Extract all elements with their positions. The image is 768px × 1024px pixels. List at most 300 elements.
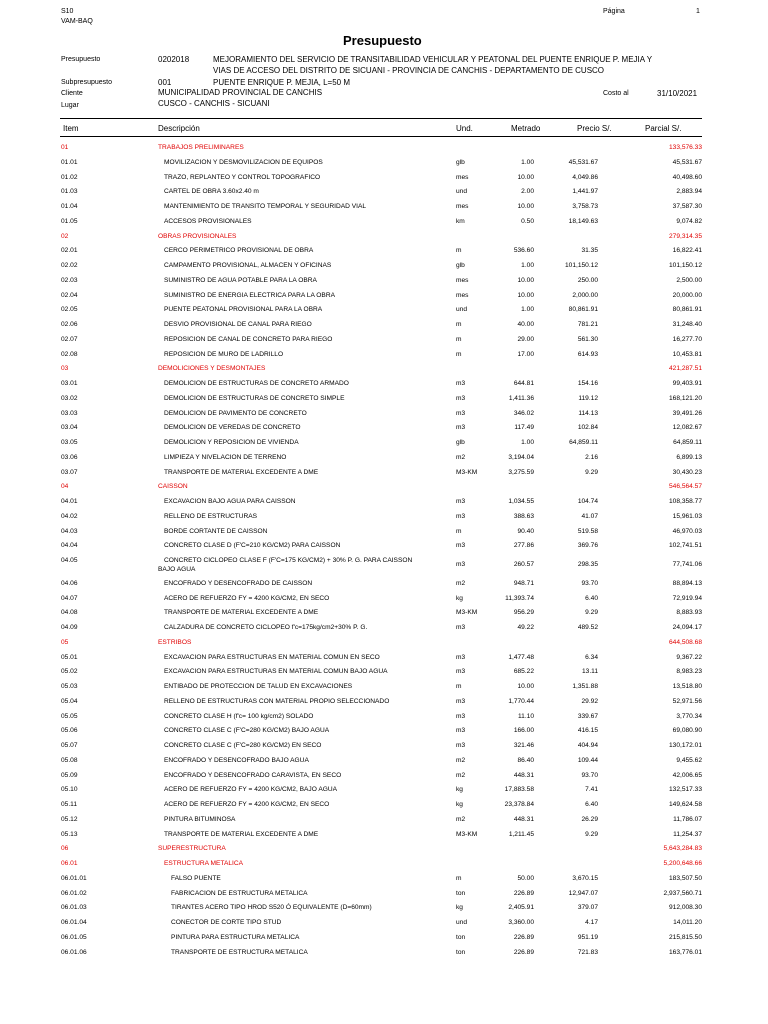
row-description: ESTRUCTURA METALICA [164,860,244,868]
row-unit: m3 [456,561,466,568]
row-parcial: 5,200,648.66 [663,860,702,868]
row-precio: 102.84 [577,424,598,432]
row-item: 04.06 [61,579,78,587]
row-metrado: 86.40 [517,756,534,764]
section-row [0,230,768,244]
row-metrado: 10.00 [517,291,534,299]
row-parcial: 9,074.82 [676,217,702,225]
row-precio: 404.94 [577,742,598,750]
row-item: 05.06 [61,727,78,735]
row-precio: 6.40 [585,594,598,602]
table-row [0,495,768,509]
cliente-value: MUNICIPALIDAD PROVINCIAL DE CANCHIS [158,88,323,97]
row-precio: 4,049.86 [572,173,598,181]
presupuesto-desc-2: VIAS DE ACCESO DEL DISTRITO DE SICUANI - PROVINCIA DE CANCHIS - DEPARTAMENTO DE CUSCO [213,66,605,75]
row-parcial: 14,011.20 [673,919,702,927]
row-metrado: 226.89 [513,933,534,941]
row-unit: glb [456,262,465,269]
table-row [0,592,768,606]
row-metrado: 1,770.44 [508,697,534,705]
row-description: CONCRETO CLASE C (F'C=280 KG/CM2) BAJO AGUA [164,727,330,735]
row-metrado: 10.00 [517,203,534,210]
row-precio: 2.16 [585,453,598,461]
row-item: 04.02 [61,512,78,520]
table-row [0,466,768,480]
row-precio: 45,531.67 [568,158,598,166]
row-precio: 26.29 [581,815,598,823]
row-precio: 489.52 [577,624,598,632]
presupuesto-code: 0202018 [158,55,190,64]
row-unit: kg [456,594,463,602]
row-parcial: 45,531.67 [672,158,702,166]
row-unit: m2 [456,579,466,587]
row-unit: kg [456,801,463,809]
row-precio: 1,351.88 [572,683,598,691]
row-description: CERCO PERIMETRICO PROVISIONAL DE OBRA [164,247,314,255]
row-precio: 951.19 [577,933,598,941]
row-unit: m [456,350,462,358]
row-parcial: 40,498.60 [672,173,702,181]
row-item: 05.10 [61,786,78,794]
lugar-value: CUSCO - CANCHIS - SICUANI [158,99,270,108]
row-parcial: 16,277.70 [672,335,702,343]
row-description: CONCRETO CLASE C (F'C=280 KG/CM2) EN SECO [164,742,322,750]
row-description: TRABAJOS PRELIMINARES [158,144,244,151]
row-item: 05.01 [61,653,78,661]
row-precio: 9.29 [585,830,598,838]
row-parcial: 421,287.51 [668,365,702,373]
row-item: 02.02 [61,262,78,269]
row-unit: m3 [456,424,466,432]
row-precio: 6.34 [585,653,598,661]
row-metrado: 49.22 [517,624,534,632]
row-metrado: 260.57 [513,561,534,568]
row-item: 02.04 [61,291,78,299]
row-metrado: 956.29 [513,609,534,617]
table-row [0,333,768,347]
row-item: 04.05 [61,557,78,564]
row-item: 03 [61,365,69,373]
row-precio: 781.21 [577,321,598,328]
table-row [0,185,768,199]
row-parcial: 133,576.33 [668,144,702,151]
row-parcial: 2,500.00 [676,276,702,284]
row-description: DEMOLICION DE VEREDAS DE CONCRETO [164,424,301,432]
row-parcial: 12,082.67 [672,424,702,432]
row-unit: m3 [456,409,466,417]
table-row [0,931,768,945]
row-metrado: 1.00 [521,262,534,269]
row-unit: kg [456,786,463,794]
row-description: DEMOLICION DE ESTRUCTURAS DE CONCRETO ARMADO [164,380,349,387]
row-precio: 250.00 [577,276,598,284]
row-description: ENCOFRADO Y DESENCOFRADO BAJO AGUA [164,756,309,764]
row-precio: 154.16 [577,380,598,387]
row-description: SUPERESTRUCTURA [158,845,226,853]
row-item: 05.08 [61,756,78,764]
row-description: PUENTE PEATONAL PROVISIONAL PARA LA OBRA [164,306,323,314]
row-unit: mes [456,291,469,299]
row-parcial: 3,770.34 [676,712,702,720]
row-item: 03.07 [61,468,78,476]
row-description: RELLENO DE ESTRUCTURAS [164,512,258,520]
row-parcial: 912,008.30 [668,904,702,912]
row-metrado: 685.22 [513,668,534,676]
row-item: 02.06 [61,321,78,328]
row-parcial: 13,518.80 [672,683,702,691]
col-metrado: Metrado [511,124,541,133]
table-row [0,828,768,842]
table-row [0,665,768,679]
section-row [0,141,768,155]
row-metrado: 536.60 [513,247,534,255]
row-precio: 721.83 [577,948,598,956]
row-unit: m2 [456,453,466,461]
row-description: FABRICACION DE ESTRUCTURA METALICA [171,889,308,897]
row-parcial: 168,121.20 [668,394,702,402]
col-item: Item [63,124,79,133]
row-item: 06.01 [61,860,78,868]
row-precio: 93.70 [581,579,598,587]
row-unit: m3 [456,727,466,735]
row-metrado: 17,883.58 [504,786,534,794]
row-unit: m [456,683,462,691]
row-unit: mes [456,173,469,181]
row-parcial: 9,455.62 [676,756,702,764]
row-parcial: 130,172.01 [668,742,702,750]
row-item: 05.12 [61,815,78,823]
row-item: 02.01 [61,247,78,255]
row-parcial: 11,254.37 [673,830,702,838]
row-parcial: 24,094.17 [672,624,702,632]
row-unit: M3-KM [456,468,478,476]
row-precio: 41.07 [581,512,598,520]
row-metrado: 1,477.48 [508,653,534,661]
cliente-label: Cliente [61,90,83,97]
row-item: 06.01.02 [61,889,87,897]
row-item: 05 [61,638,69,646]
row-unit: glb [456,158,465,166]
row-description: CALZADURA DE CONCRETO CICLOPEO f'c=175kg/cm2+30% P. G. [164,624,368,632]
row-description: ACERO DE REFUERZO FY = 4200 KG/CM2, EN SECO [164,594,330,602]
row-unit: ton [456,948,466,956]
row-description: CARTEL DE OBRA 3.60x2.40 m [164,188,259,196]
row-description: ACCESOS PROVISIONALES [164,217,252,225]
row-parcial: 16,822.41 [672,247,702,255]
table-row [0,407,768,421]
section-row [0,480,768,494]
row-metrado: 90.40 [517,527,534,535]
table-row [0,244,768,258]
row-precio: 9.29 [585,468,598,476]
row-item: 06.01.01 [61,874,87,882]
row-unit: m3 [456,712,466,720]
row-item: 01.01 [61,158,78,166]
row-unit: m2 [456,771,466,779]
table-row [0,946,768,960]
row-item: 04 [61,483,69,491]
row-description: TRANSPORTE DE MATERIAL EXCEDENTE A DME [164,468,319,476]
row-precio: 7.41 [585,786,598,794]
row-description: RELLENO DE ESTRUCTURAS CON MATERIAL PROPIO SELECCIONADO [164,697,390,705]
row-description: CONCRETO CLASE H (f'c= 100 kg/cm2) SOLADO [164,712,314,720]
row-item: 05.11 [61,801,78,809]
row-item: 06 [61,845,69,853]
row-item: 05.09 [61,771,78,779]
row-parcial: 5,643,284.83 [663,845,702,853]
row-metrado: 166.00 [513,727,534,735]
table-row [0,436,768,450]
subpresupuesto-label: Subpresupuesto [61,79,112,86]
row-unit: m3 [456,512,466,520]
row-metrado: 448.31 [513,771,534,779]
row-precio: 93.70 [581,771,598,779]
row-metrado: 0.50 [521,217,534,225]
lugar-label: Lugar [61,102,79,109]
row-precio: 101,150.12 [564,262,598,269]
table-row [0,813,768,827]
row-parcial: 183,507.50 [668,874,702,882]
table-row [0,303,768,317]
row-item: 04.07 [61,594,78,602]
row-metrado: 321.46 [513,742,534,750]
row-parcial: 37,587.30 [672,203,702,210]
row-metrado: 277.86 [513,542,534,550]
row-precio: 80,861.91 [568,306,598,314]
row-description: SUMINISTRO DE ENERGIA ELECTRICA PARA LA OBRA [164,291,335,299]
row-parcial: 20,000.00 [672,291,702,299]
subpresupuesto-desc: PUENTE ENRIQUE P. MEJIA, L=50 M [213,78,351,87]
row-metrado: 1.00 [521,158,534,166]
row-item: 01.04 [61,203,78,210]
row-unit: m3 [456,697,466,705]
table-row [0,421,768,435]
row-unit: m3 [456,498,466,505]
row-unit: m3 [456,653,466,661]
row-item: 04.09 [61,624,78,632]
table-row [0,695,768,709]
row-description: EXCAVACION PARA ESTRUCTURAS EN MATERIAL COMUN BAJO AGUA [164,668,388,676]
row-description: CONECTOR DE CORTE TIPO STUD [171,919,282,927]
row-parcial: 2,937,560.71 [663,889,702,897]
row-parcial: 31,248.40 [672,321,702,328]
row-metrado: 3,360.00 [508,919,534,927]
row-parcial: 69,080.90 [672,727,702,735]
row-item: 03.01 [61,380,78,387]
row-description: TRAZO, REPLANTEO Y CONTROL TOPOGRAFICO [164,173,321,181]
row-precio: 29.92 [581,697,598,705]
row-description: ACERO DE REFUERZO FY = 4200 KG/CM2, EN SECO [164,801,330,809]
row-description: CONCRETO CICLOPEO CLASE F (F'C=175 KG/CM2) + 30% P. G. PARA CAISSON [164,557,413,564]
row-item: 04.04 [61,542,78,550]
row-description: DESVIO PROVISIONAL DE CANAL PARA RIEGO [164,321,312,328]
table-row [0,392,768,406]
row-metrado: 11.10 [517,712,534,720]
s10-label: S10 [61,8,74,15]
row-item: 02.05 [61,306,78,314]
row-description: REPOSICION DE MURO DE LADRILLO [164,350,284,358]
table-row [0,739,768,753]
table-row [0,798,768,812]
presupuesto-desc-1: MEJORAMIENTO DEL SERVICIO DE TRANSITABILIDAD VEHICULAR Y PEATONAL DEL PUENTE ENRIQUE P. MEJIA Y [213,55,653,64]
row-item: 05.07 [61,742,78,750]
row-item: 05.05 [61,712,78,720]
row-item: 02 [61,232,69,240]
row-precio: 109.44 [577,756,598,764]
row-item: 02.07 [61,335,78,343]
row-unit: m2 [456,756,466,764]
row-unit: m3 [456,742,466,750]
row-metrado: 1.00 [521,306,534,314]
row-item: 01 [61,144,69,151]
section-row [0,842,768,856]
row-metrado: 50.00 [517,874,534,882]
row-item: 06.01.04 [61,919,87,927]
row-parcial: 42,006.65 [672,771,702,779]
presupuesto-label: Presupuesto [61,56,101,63]
row-unit: m [456,335,462,343]
row-parcial: 99,403.91 [672,380,702,387]
row-metrado: 388.63 [513,512,534,520]
row-unit: m [456,527,462,535]
row-description: TRANSPORTE DE MATERIAL EXCEDENTE A DME [164,830,319,838]
row-unit: mes [456,276,469,284]
row-parcial: 279,314.35 [668,232,702,240]
table-row [0,710,768,724]
table-row [0,259,768,273]
table-row [0,554,768,573]
row-precio: 416.15 [577,727,598,735]
row-parcial: 39,491.26 [672,409,702,417]
row-item: 05.02 [61,668,78,676]
row-parcial: 2,883.94 [676,188,702,196]
table-row [0,318,768,332]
row-parcial: 215,815.50 [668,933,702,941]
row-parcial: 88,894.13 [672,579,702,587]
row-description: MANTENIMIENTO DE TRANSITO TEMPORAL Y SEGURIDAD VIAL [164,203,367,210]
row-parcial: 9,367.22 [676,653,702,661]
table-row [0,274,768,288]
row-parcial: 546,564.57 [668,483,702,491]
col-und: Und. [456,124,473,133]
row-parcial: 108,358.77 [668,498,702,505]
row-metrado: 23,378.84 [504,801,534,809]
row-description: OBRAS PROVISIONALES [158,232,237,240]
row-item: 03.02 [61,394,78,402]
row-parcial: 101,150.12 [668,262,702,269]
table-row [0,783,768,797]
row-metrado: 1,411.36 [508,394,534,402]
row-description: TRANSPORTE DE ESTRUCTURA METALICA [171,948,308,956]
row-precio: 119.12 [578,394,598,402]
row-unit: kg [456,904,463,912]
table-row [0,525,768,539]
row-item: 05.03 [61,683,78,691]
table-row [0,510,768,524]
table-row [0,215,768,229]
row-description: SUMINISTRO DE AGUA POTABLE PARA LA OBRA [164,276,317,284]
row-metrado: 40.00 [517,321,534,328]
row-precio: 339.67 [577,712,598,720]
row-precio: 64,859.11 [569,439,598,446]
page-title: Presupuesto [343,33,422,48]
row-parcial: 15,961.03 [672,512,702,520]
row-metrado: 346.02 [513,409,534,417]
row-precio: 4.17 [585,919,598,927]
row-description: DEMOLICIONES Y DESMONTAJES [158,365,266,373]
row-precio: 31.35 [581,247,598,255]
pagina-label: Página [603,8,625,15]
row-item: 06.01.05 [61,933,87,941]
row-unit: m2 [456,815,466,823]
row-description: EXCAVACION PARA ESTRUCTURAS EN MATERIAL COMUN EN SECO [164,653,380,661]
row-precio: 13.11 [581,668,598,676]
row-item: 06.01.06 [61,948,87,956]
row-metrado: 948.71 [513,579,534,587]
row-unit: M3-KM [456,609,478,617]
subpresupuesto-code: 001 [158,78,172,87]
row-description: ENCOFRADO Y DESENCOFRADO CARAVISTA, EN SECO [164,771,342,779]
row-precio: 379.07 [577,904,598,912]
row-precio: 104.74 [577,498,598,505]
row-item: 04.08 [61,609,78,617]
row-metrado: 10.00 [517,683,534,691]
row-description: REPOSICION DE CANAL DE CONCRETO PARA RIEGO [164,335,333,343]
row-description: DEMOLICION Y REPOSICION DE VIVIENDA [164,439,299,446]
row-metrado: 2.00 [521,188,534,196]
row-precio: 12,947.07 [568,889,598,897]
row-parcial: 163,776.01 [668,948,702,956]
row-item: 04.01 [61,498,78,505]
table-row [0,724,768,738]
row-item: 01.05 [61,217,78,225]
row-unit: ton [456,889,466,897]
row-metrado: 17.00 [517,350,534,358]
row-metrado: 1,034.55 [508,498,534,505]
row-description: DEMOLICION DE PAVIMENTO DE CONCRETO [164,409,307,417]
row-unit: m [456,247,462,255]
row-precio: 114.13 [578,409,598,417]
row-unit: m3 [456,394,466,402]
row-description: DEMOLICION DE ESTRUCTURAS DE CONCRETO SIMPLE [164,394,345,402]
row-precio: 614.93 [577,350,598,358]
row-parcial: 8,883.93 [676,609,702,617]
row-parcial: 6,899.13 [676,453,702,461]
section-row [0,362,768,376]
row-metrado: 11,393.74 [505,594,534,602]
table-row [0,606,768,620]
row-unit: M3-KM [456,830,478,838]
row-description: EXCAVACION BAJO AGUA PARA CAISSON [164,498,296,505]
row-precio: 298.35 [577,561,598,568]
table-row [0,621,768,635]
row-metrado: 10.00 [517,173,534,181]
row-unit: und [456,188,468,196]
row-metrado: 2,405.91 [508,904,534,912]
row-metrado: 3,275.59 [508,468,534,476]
row-precio: 1,441.97 [572,188,598,196]
row-parcial: 11,786.07 [673,815,702,823]
pagina-number: 1 [696,8,700,15]
row-parcial: 102,741.51 [668,542,702,550]
row-metrado: 1,211.45 [508,830,534,838]
row-precio: 9.29 [585,609,598,617]
row-unit: m [456,874,462,882]
row-precio: 369.76 [577,542,598,550]
row-unit: mes [456,203,469,210]
row-metrado: 117.49 [514,424,534,432]
vam-label: VAM-BAQ [61,18,93,25]
